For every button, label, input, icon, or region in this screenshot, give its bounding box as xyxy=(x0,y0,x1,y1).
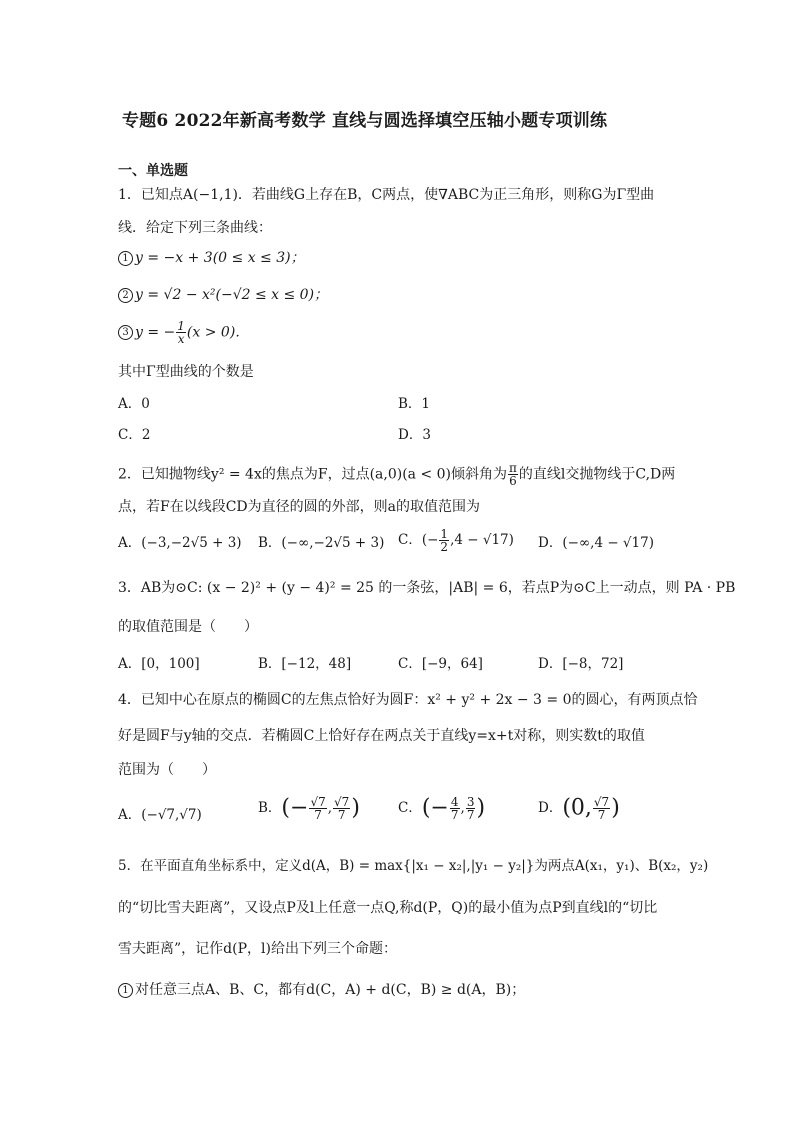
q4-option-d-frac xyxy=(593,796,610,821)
q2-angle-num: π xyxy=(509,461,517,475)
q2-option-c-pre: C．(− xyxy=(398,532,439,548)
q2-option-c-num: 1 xyxy=(440,527,449,541)
q3-option-a[interactable]: A．[0，100] xyxy=(118,656,200,672)
q1-item1 xyxy=(118,248,305,268)
q3-line1: 3．AB为⊙C: (x − 2)² + (y − 4)² = 25 的一条弦，|AB| = 6，若点P为⊙C上一动点，则 PA · PB xyxy=(118,580,736,596)
page-title: 专题6 2022年新高考数学 直线与圆选择填空压轴小题专项训练 xyxy=(122,111,608,131)
q4-option-c-den1: 7 xyxy=(450,808,459,822)
q4-option-b-num1: √7 xyxy=(310,795,326,809)
q2-option-c-fraction xyxy=(439,528,449,553)
q4-line1: 4．已知中心在原点的椭圆C的左焦点恰好为圆F：x² + y² + 2x − 3 = 0的圆心，有两顶点恰 xyxy=(118,692,698,708)
q1-line2: 线．给定下列三条曲线： xyxy=(118,220,272,236)
q4-option-c-frac1 xyxy=(450,796,460,821)
q1-line1: 1．已知点A(−1,1)．若曲线G上存在B，C两点，使∇ABC为正三角形，则称G为Γ型曲 xyxy=(118,187,655,203)
q1-item3-fraction xyxy=(176,320,186,345)
q4-option-b-den1: 7 xyxy=(314,808,322,822)
q4-option-b-label: B． xyxy=(258,800,282,816)
circled-number-2: 2 xyxy=(118,288,133,303)
q2-line1-a: 2．已知抛物线y² = 4x的焦点为F，过点(a,0)(a < 0)倾斜角为 xyxy=(118,466,508,483)
q4-option-c-num2: 3 xyxy=(466,795,475,809)
q2-line1-b: 的直线l交抛物线于C,D两 xyxy=(518,466,676,483)
q1-item2 xyxy=(118,285,328,305)
q1-item2-text: y = √2 − x²(−√2 ≤ x ≤ 0)； xyxy=(135,287,329,303)
q1-option-c[interactable]: C．2 xyxy=(118,427,151,443)
q2-line1 xyxy=(118,462,675,487)
q4-option-c-den2: 7 xyxy=(466,808,475,822)
q1-item3-pre: y = − xyxy=(135,324,176,341)
q5-line1: 5．在平面直角坐标系中，定义d(A，B) = max{|x₁ − x₂|,|y₁ − y₂|}为两点A(x₁，y₁)、B(x₂，y₂) xyxy=(118,858,709,874)
q4-line3: 范围为（ ） xyxy=(118,762,216,778)
q4-option-b[interactable]: B．(− $\frac{√7}{7}$ , $\frac{√7}{7}$ ) xyxy=(258,795,360,822)
q1-option-a[interactable]: A．0 xyxy=(118,396,150,412)
q4-option-c-frac2 xyxy=(466,796,476,821)
q4-option-d-num: √7 xyxy=(593,795,610,809)
q2-option-c-den: 2 xyxy=(440,540,449,554)
q5-item1-text: 对任意三点A、B、C，都有d(C，A) + d(C，B) ≥ d(A，B)； xyxy=(135,982,526,998)
q4-option-b-frac1 xyxy=(309,796,326,821)
q2-line2: 点，若F在以线段CD为直径的圆的外部，则a的取值范围为 xyxy=(118,499,480,515)
q2-option-c-post: ,4 − √17) xyxy=(450,532,514,548)
q3-line2: 的取值范围是（ ） xyxy=(118,619,258,635)
circled-number-1: 1 xyxy=(118,251,133,266)
q4-option-d-label: D． xyxy=(538,800,563,816)
q5-line2: 的“切比雪夫距离”，又设点P及l上任意一点Q,称d(P，Q)的最小值为点P到直线l的“切比 xyxy=(118,900,658,916)
q4-option-a[interactable]: A．(−√7,√7) xyxy=(118,807,202,823)
q4-option-b-frac2 xyxy=(333,796,350,821)
q1-item3-num: 1 xyxy=(177,319,185,333)
q2-angle-den: 6 xyxy=(509,474,517,488)
circled-number-3: 3 xyxy=(118,325,133,340)
q2-angle-fraction xyxy=(508,462,518,487)
q3-option-b[interactable]: B．[−12，48] xyxy=(258,656,352,672)
q2-option-b[interactable]: B．(−∞,−2√5 + 3) xyxy=(258,535,385,551)
section-heading: 一、单选题 xyxy=(118,163,188,179)
q4-option-c-num1: 4 xyxy=(450,795,459,809)
q4-option-d[interactable]: D．(0, $\frac{√7}{7}$ ) xyxy=(538,795,620,822)
q1-item3 xyxy=(118,320,249,345)
q1-item3-post: (x > 0)． xyxy=(186,324,250,341)
q2-option-a[interactable]: A．(−3,−2√5 + 3) xyxy=(118,535,242,551)
q1-item1-text: y = −x + 3(0 ≤ x ≤ 3)； xyxy=(135,250,305,266)
q4-option-c-label: C． xyxy=(398,800,422,816)
q4-option-b-num2: √7 xyxy=(334,795,350,809)
q1-item3-den: x xyxy=(177,332,185,346)
q1-option-b[interactable]: B．1 xyxy=(398,396,431,412)
q5-item1 xyxy=(118,980,525,1000)
q1-option-d[interactable]: D．3 xyxy=(398,427,431,443)
circled-number-1: 1 xyxy=(118,983,133,998)
q4-option-d-den: 7 xyxy=(597,808,606,822)
q4-option-b-den2: 7 xyxy=(337,808,346,822)
q3-option-c[interactable]: C．[−9，64] xyxy=(398,656,483,672)
q2-option-d[interactable]: D．(−∞,4 − √17) xyxy=(538,535,654,551)
q4-line2: 好是圆F与y轴的交点．若椭圆C上恰好存在两点关于直线y=x+t对称，则实数t的取值 xyxy=(118,728,645,744)
q1-line3: 其中Γ型曲线的个数是 xyxy=(118,364,254,380)
q4-option-c[interactable]: C．(− $\frac{4}{7}$ , $\frac{3}{7}$ ) xyxy=(398,795,486,822)
q3-option-d[interactable]: D．[−8，72] xyxy=(538,656,624,672)
q2-option-c[interactable] xyxy=(398,528,514,553)
q5-line3: 雪夫距离”，记作d(P，l)给出下列三个命题： xyxy=(118,941,397,957)
